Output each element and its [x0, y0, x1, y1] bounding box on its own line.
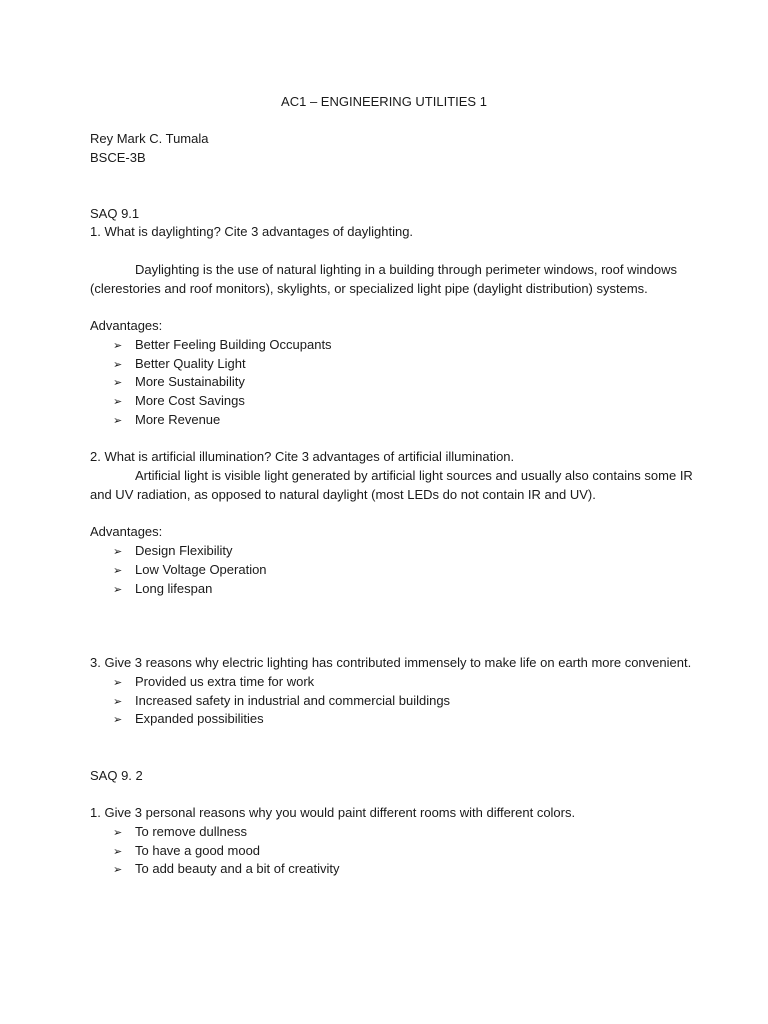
list-item: [113, 373, 245, 392]
arrow-bullet-icon: ➢: [113, 846, 123, 858]
list-item: [113, 542, 233, 561]
arrow-bullet-icon: ➢: [113, 396, 123, 408]
list-item-text: To remove dullness: [135, 824, 247, 839]
list-item: [113, 860, 340, 879]
list-item: [113, 710, 264, 729]
artificial-answer-line-2: and UV radiation, as opposed to natural daylight (most LEDs do not contain IR and UV).: [90, 487, 596, 502]
saq-9-1-question-3: 3. Give 3 reasons why electric lighting has contributed immensely to make life on earth more convenient.: [90, 655, 692, 670]
list-item: [113, 842, 260, 861]
list-item: [113, 673, 314, 692]
list-item-text: Provided us extra time for work: [135, 674, 315, 689]
list-item-text: Long lifespan: [135, 581, 213, 596]
arrow-bullet-icon: ➢: [113, 864, 123, 876]
arrow-bullet-icon: ➢: [113, 714, 123, 726]
list-item-text: To add beauty and a bit of creativity: [135, 861, 340, 876]
list-item: [113, 692, 450, 711]
arrow-bullet-icon: ➢: [113, 584, 123, 596]
arrow-bullet-icon: ➢: [113, 827, 123, 839]
saq-9-1-question-1: 1. What is daylighting? Cite 3 advantages of daylighting.: [90, 224, 414, 239]
daylighting-answer-line-2: (clerestories and roof monitors), skylights, or specialized light pipe (daylight distribution) systems.: [90, 281, 648, 296]
artificial-answer-line-1: Artificial light is visible light generated by artificial light sources and usually also contains some IR: [135, 468, 693, 483]
arrow-bullet-icon: ➢: [113, 359, 123, 371]
list-item-text: Increased safety in industrial and commercial buildings: [135, 693, 451, 708]
daylighting-advantages-label: Advantages:: [90, 318, 163, 333]
list-item-text: Low Voltage Operation: [135, 562, 267, 577]
list-item: [113, 355, 246, 374]
daylighting-answer-line-1: Daylighting is the use of natural lighting in a building through perimeter windows, roof windows: [135, 262, 677, 277]
list-item: [113, 580, 212, 599]
arrow-bullet-icon: ➢: [113, 340, 123, 352]
list-item: [113, 561, 267, 580]
section-label: BSCE-3B: [90, 150, 146, 165]
list-item: [113, 392, 245, 411]
arrow-bullet-icon: ➢: [113, 377, 123, 389]
document-title: AC1 – ENGINEERING UTILITIES 1: [281, 94, 487, 109]
arrow-bullet-icon: ➢: [113, 677, 123, 689]
list-item-text: Better Feeling Building Occupants: [135, 337, 332, 352]
arrow-bullet-icon: ➢: [113, 696, 123, 708]
list-item-text: To have a good mood: [135, 843, 261, 858]
arrow-bullet-icon: ➢: [113, 565, 123, 577]
list-item: [113, 823, 247, 842]
saq-9-1-question-2: 2. What is artificial illumination? Cite 3 advantages of artificial illumination.: [90, 449, 515, 464]
list-item-text: Design Flexibility: [135, 543, 233, 558]
list-item-text: More Sustainability: [135, 374, 245, 389]
arrow-bullet-icon: ➢: [113, 415, 123, 427]
saq-9-1-heading: SAQ 9.1: [90, 206, 140, 221]
arrow-bullet-icon: ➢: [113, 546, 123, 558]
list-item: [113, 411, 220, 430]
author-name: Rey Mark C. Tumala: [90, 131, 209, 146]
list-item-text: More Revenue: [135, 412, 221, 427]
list-item-text: More Cost Savings: [135, 393, 245, 408]
list-item-text: Better Quality Light: [135, 356, 246, 371]
saq-9-2-heading: SAQ 9. 2: [90, 768, 143, 783]
list-item-text: Expanded possibilities: [135, 711, 264, 726]
list-item: [113, 336, 332, 355]
saq-9-2-question-1: 1. Give 3 personal reasons why you would paint different rooms with different colors.: [90, 805, 576, 820]
artificial-advantages-label: Advantages:: [90, 524, 163, 539]
